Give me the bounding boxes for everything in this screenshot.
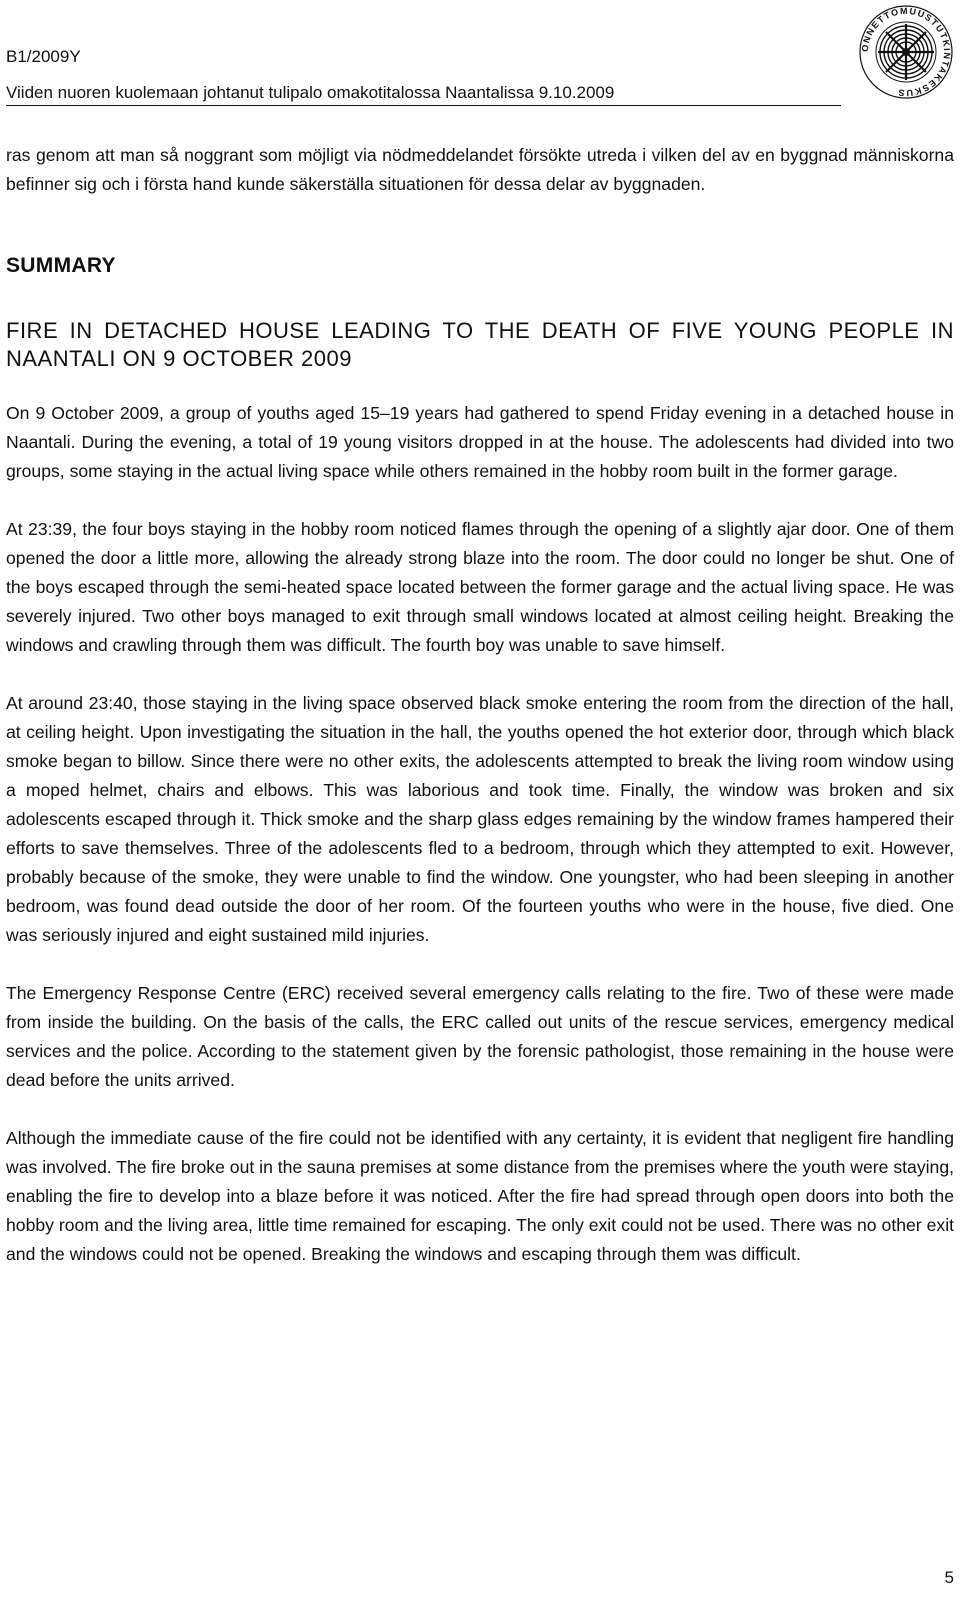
summary-paragraph-1: On 9 October 2009, a group of youths aged 15–19 years had gathered to spend Friday evening in a detached house in Naantali. During the evening, a total of 19 young visitors dropped in at the house. The adolescents had divided into two groups, some staying in the actual living space while others remained in the hobby room built in the former garage. — [6, 403, 954, 481]
page-header — [6, 46, 826, 106]
summary-paragraph-5: Although the immediate cause of the fire could not be identified with any certainty, it is evident that negligent fire handling was involved. The fire broke out in the sauna premises at some distance from the premises where the youth were staying, enabling the fire to develop into a blaze before it was noticed. After the fire had spread through open doors into both the hobby room and the living area, little time remained for escaping. The only exit could not be used. There was no other exit and the windows could not be opened. Breaking the windows and escaping through them was difficult. — [6, 1128, 954, 1264]
summary-paragraph-4: The Emergency Response Centre (ERC) received several emergency calls relating to the fire. Two of these were made from inside the building. On the basis of the calls, the ERC called out units of the rescue services, emergency medical services and the police. According to the statement given by the forensic pathologist, those remaining in the house were dead before the units arrived. — [6, 983, 954, 1090]
summary-title: FIRE IN DETACHED HOUSE LEADING TO THE DEATH OF FIVE YOUNG PEOPLE IN NAANTALI ON 9 OCTOBER 2009 — [6, 318, 954, 371]
document-running-title: Viiden nuoren kuolemaan johtanut tulipalo omakotitalossa Naantalissa 9.10.2009 — [6, 82, 841, 106]
document-code: B1/2009Y — [6, 47, 81, 66]
seal-icon — [858, 4, 954, 100]
intro-paragraph: ras genom att man så noggrant som möjligt via nödmeddelandet försökte utreda i vilken del av en byggnad människorna befinner sig och i första hand kunde säkerställa situationen för dessa delar av byggnaden. — [6, 145, 954, 194]
seal-ring-text: ONNETTOMUUSTUTKINTAKESKUS — [859, 5, 953, 99]
summary-paragraph-2: At 23:39, the four boys staying in the hobby room noticed flames through the opening of a slightly ajar door. One of them opened the door a little more, allowing the already strong blaze into the room. The door could no longer be shut. One of the boys escaped through the semi-heated space located between the former garage and the actual living space. He was severely injured. Two other boys managed to exit through small windows located at almost ceiling height. Breaking the windows and crawling through them was difficult. The fourth boy was unable to save himself. — [6, 519, 954, 655]
summary-paragraph-3: At around 23:40, those staying in the living space observed black smoke entering the room from the direction of the hall, at ceiling height. Upon investigating the situation in the hall, the youths opened the hot exterior door, through which black smoke began to billow. Since there were no other exits, the adolescents attempted to break the living room window using a moped helmet, chairs and elbows. This was laborious and took time. Finally, the window was broken and six adolescents escaped through it. Thick smoke and the sharp glass edges remaining by the window frames hampered their efforts to save themselves. Three of the adolescents fled to a bedroom, through which they attempted to exit. However, probably because of the smoke, they were unable to find the window. One youngster, who had been sleeping in another bedroom, was found dead outside the door of her room. Of the fourteen youths who were in the house, five died. One was seriously injured and eight sustained mild injuries. — [6, 693, 954, 945]
summary-heading: SUMMARY — [6, 254, 116, 277]
page-number: 5 — [944, 1568, 954, 1587]
document-body — [6, 141, 954, 1298]
